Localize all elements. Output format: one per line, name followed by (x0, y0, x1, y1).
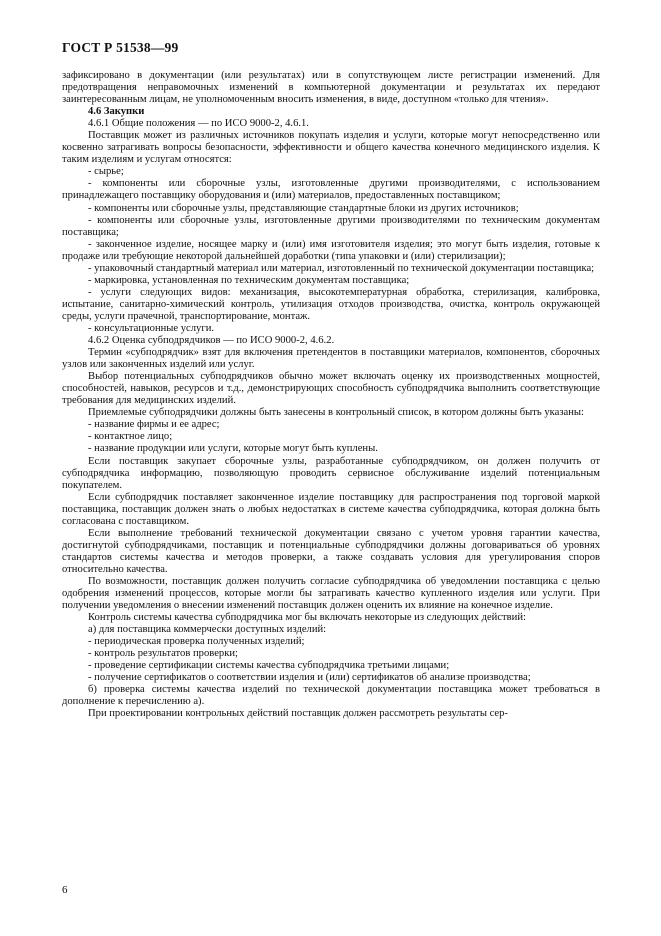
paragraph: 4.6.2 Оценка субподрядчиков — по ИСО 9000-2, 4.6.2. (88, 335, 335, 347)
section-heading: 4.6 Закупки (88, 106, 145, 118)
list-item: а) для поставщика коммерчески доступных изделий: (88, 624, 327, 636)
document-header: ГОСТ Р 51538—99 (62, 40, 179, 55)
paragraph: Если выполнение требований технической документации связано с учетом уровня гарантии качества, достигнутой субподрядчиками, поставщик и потенциальные субподрядчики должны договариваться об уровнях стандартов системы качества и методов проверки, а также создавать условия для урегулирования споров относительно качества. (62, 527, 600, 575)
list-item: - контроль результатов проверки; (88, 648, 238, 660)
list-item: - консультационные услуги. (88, 322, 215, 334)
list-item: - периодическая проверка полученных изделий; (88, 636, 305, 648)
list-item: - название продукции или услуги, которые могут быть куплены. (88, 443, 378, 455)
list-item: - контактное лицо; (88, 431, 173, 443)
list-item: - упаковочный стандартный материал или материал, изготовленный по технической документации поставщика; (88, 262, 595, 274)
paragraph: зафиксировано в документации (или результатах) или в сопутствующем листе регистрации изменений. Для предотвращения неправомочных изменений в компьютерной документации и результатах их передают заинтересованным лицам, не уполномоченным вносить изменения, в виде, доступном «только для чтения». (62, 70, 600, 106)
paragraph: Термин «субподрядчик» взят для включения претендентов в поставщики материалов, компонентов, сборочных узлов или законченных изделий или услуг. (62, 347, 600, 371)
paragraph: Приемлемые субподрядчики должны быть занесены в контрольный список, в котором должны быть указаны: (88, 407, 584, 419)
list-item: - сырье; (88, 166, 124, 178)
paragraph: Поставщик может из различных источников покупать изделия и услуги, которые могут непосредственно или косвенно затрагивать вопросы безопасности, эффективности и общего качества конечного медицинского изделия. К таким изделиям и услугам относятся: (62, 130, 600, 166)
list-item: - название фирмы и ее адрес; (88, 419, 220, 431)
list-item: - компоненты или сборочные узлы, изготовленные другими производителями по техническим документам поставщика; (62, 214, 600, 238)
list-item: - законченное изделие, носящее марку и (или) имя изготовителя изделия; это могут быть изделия, готовые к продаже или требующие некоторой дальнейшей доработки (типа упаковки и (или) стерилизации); (62, 238, 600, 262)
paragraph: При проектировании контрольных действий поставщик должен рассмотреть результаты сер- (88, 708, 508, 720)
paragraph: Если субподрядчик поставляет законченное изделие поставщику для распространения под торговой маркой поставщика, поставщик должен знать о любых недостатках в системе качества субподрядчика, которая должна быть согласована с поставщиком. (62, 491, 600, 527)
list-item: - компоненты или сборочные узлы, представляющие стандартные блоки из других источников; (88, 202, 519, 214)
list-item: - услуги следующих видов: механизация, высокотемпературная обработка, стерилизация, калибровка, испытание, санитарно-химический контроль, утилизация отходов производства, очистка, контроль окружающей среды, услуги прачечной, транспортирование, монтаж. (62, 286, 600, 322)
paragraph: 4.6.1 Общие положения — по ИСО 9000-2, 4.6.1. (88, 118, 309, 130)
document-body (62, 70, 600, 721)
paragraph: Выбор потенциальных субподрядчиков обычно может включать оценку их производственных мощностей, способностей, навыков, ресурсов и т.д., демонстрирующих способность субподрядчика выполнить соответствующие требования для медицинских изделий. (62, 371, 600, 407)
list-item: - получение сертификатов о соответствии изделия и (или) сертификатов об анализе производства; (88, 672, 531, 684)
page-number: 6 (62, 884, 68, 896)
list-item: - проведение сертификации системы качества субподрядчика третьими лицами; (88, 660, 450, 672)
paragraph: По возможности, поставщик должен получить согласие субподрядчика об уведомлении поставщика с целью одобрения изменений процессов, которые могли бы затрагивать качество купленного изделия или услуги. При получении уведомления о внесении изменений поставщик должен оценить их влияние на конечное изделие. (62, 575, 600, 612)
list-item: б) проверка системы качества изделий по технической документации поставщика может требоваться в дополнение к перечислению а). (62, 684, 600, 708)
paragraph: Контроль системы качества субподрядчика мог бы включать некоторые из следующих действий: (88, 612, 526, 624)
paragraph: Если поставщик закупает сборочные узлы, разработанные субподрядчиком, он должен получить от субподрядчика информацию, позволяющую проводить сервисное обслуживание изделий потенциальным покупателем. (62, 455, 600, 491)
list-item: - маркировка, установленная по техническим документам поставщика; (88, 274, 410, 286)
list-item: - компоненты или сборочные узлы, изготовленные другими производителями, с использованием принадлежащего поставщику оборудования и (или) материалов, предоставленных поставщиком; (62, 178, 600, 202)
